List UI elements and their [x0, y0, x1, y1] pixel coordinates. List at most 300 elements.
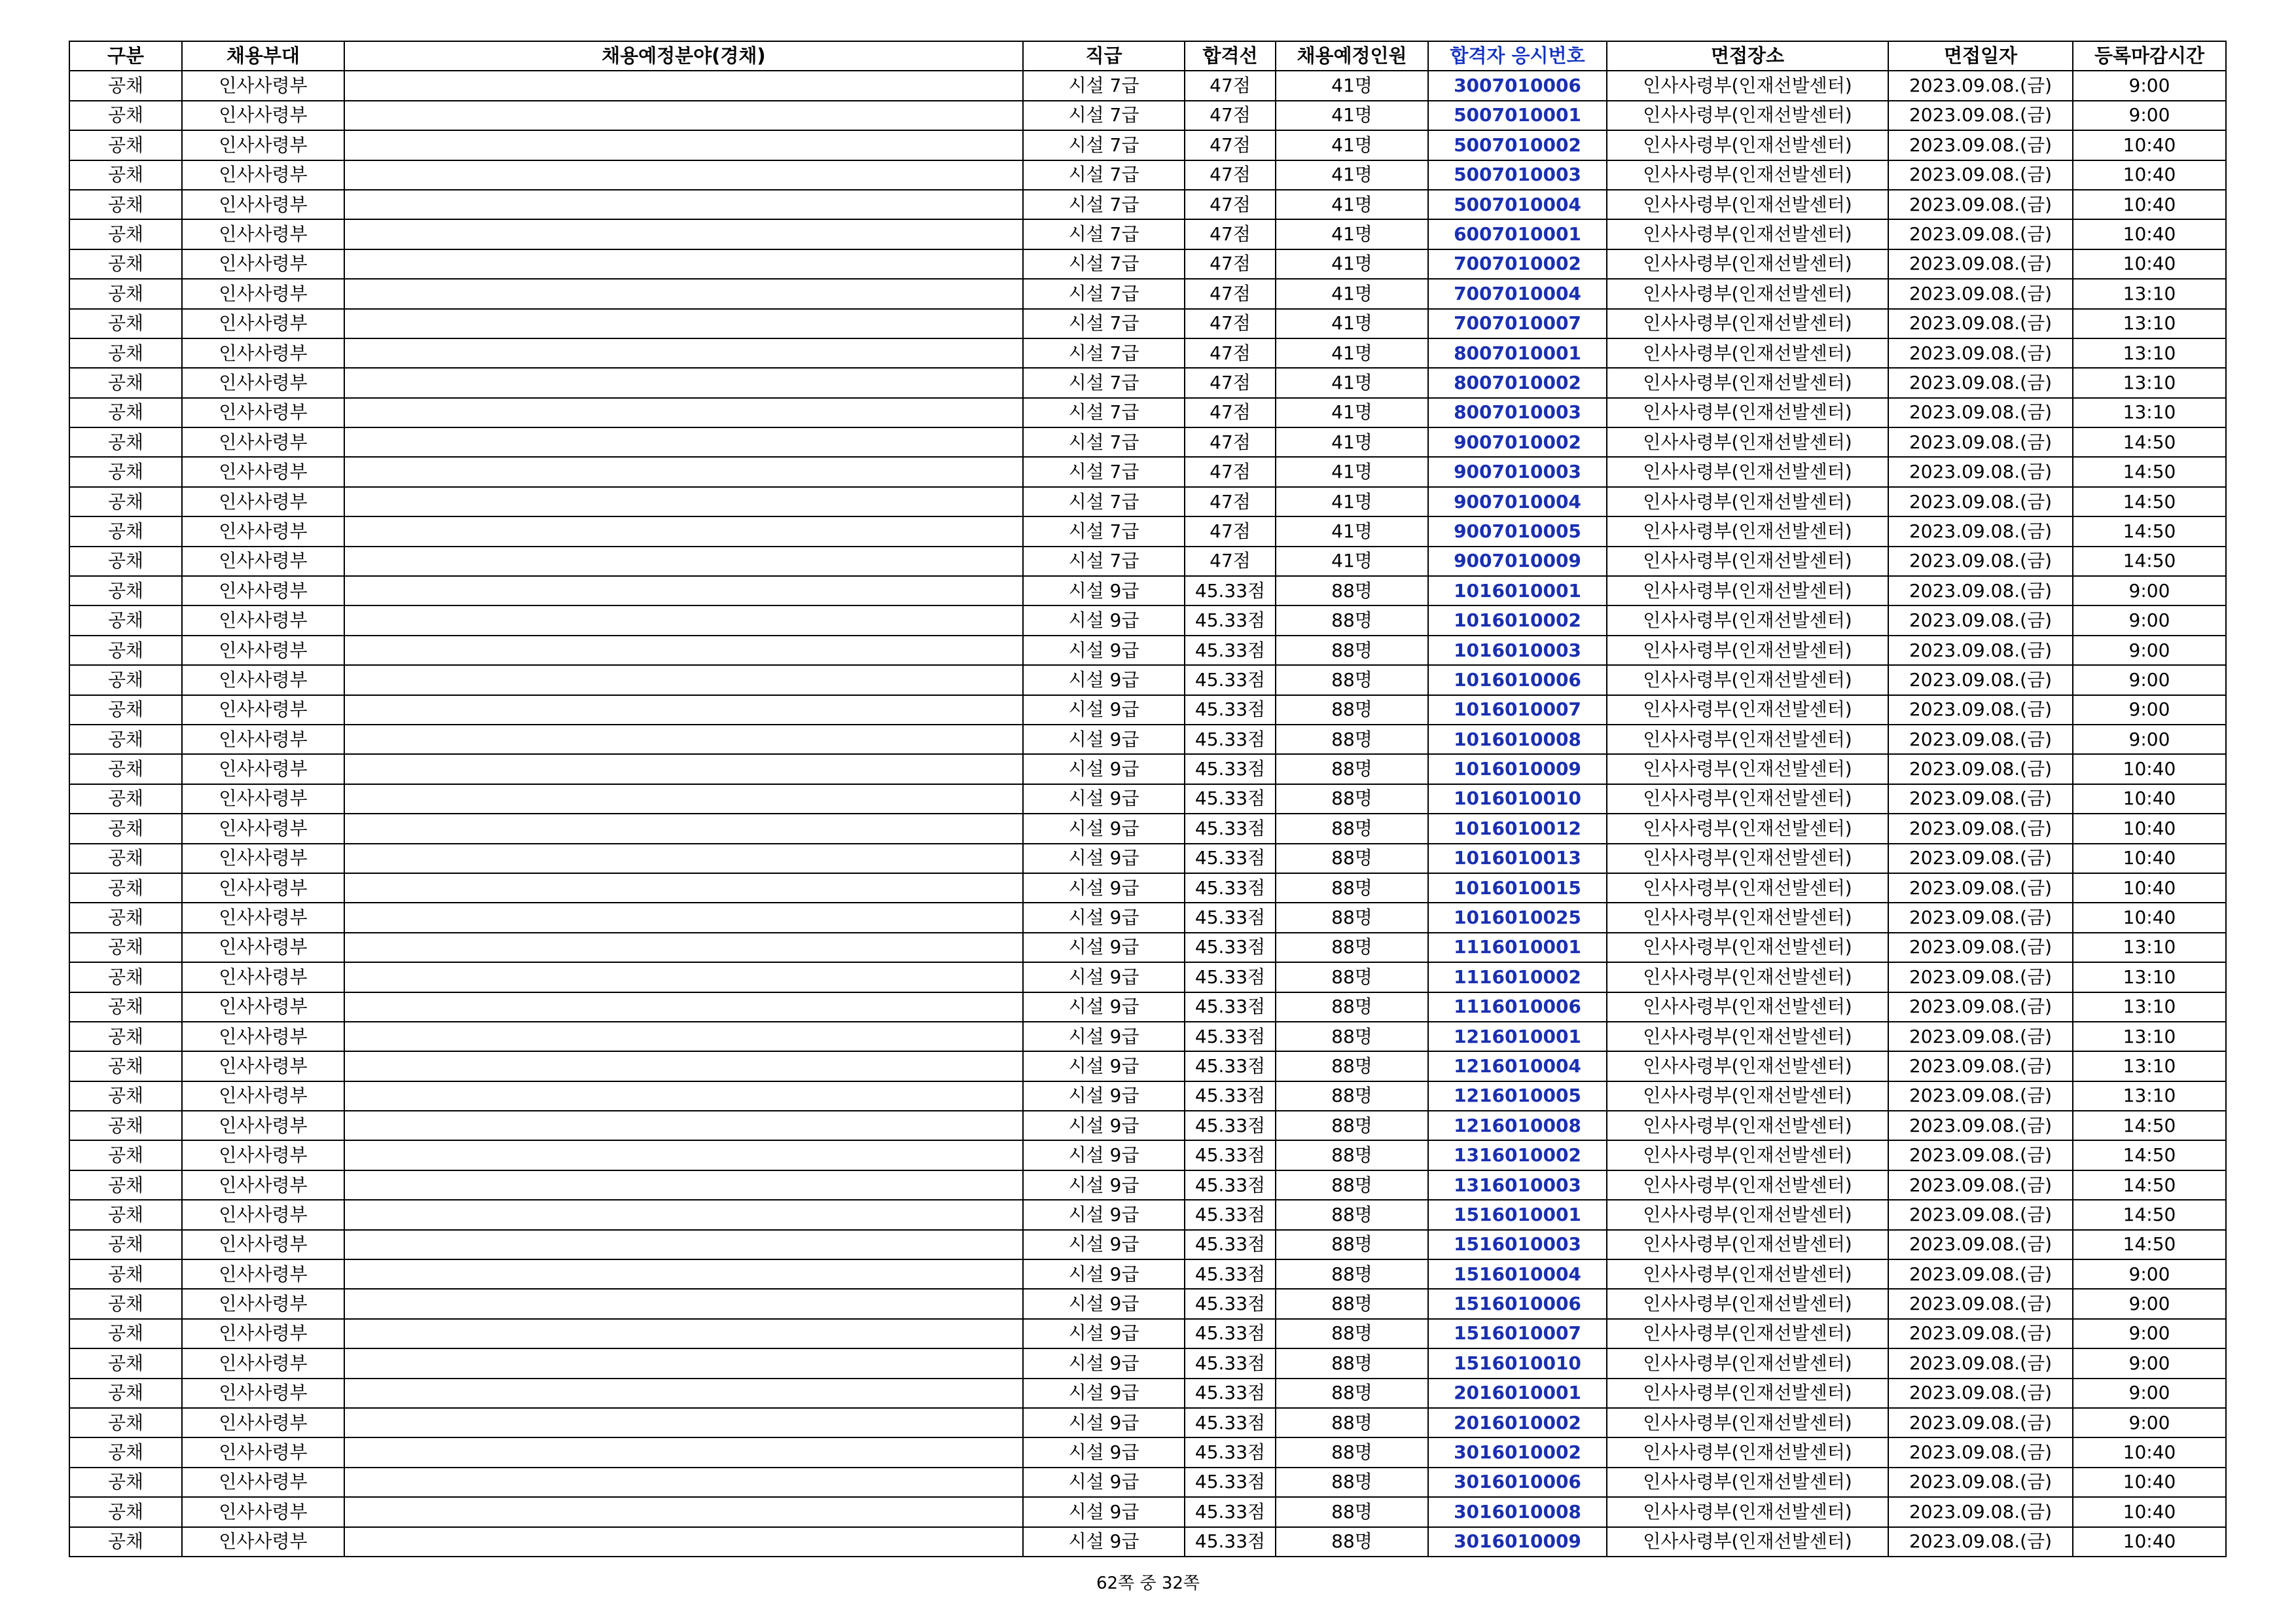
cell-interview-location: 인사사령부(인재선발센터) — [1607, 1527, 1888, 1557]
cell-registration-deadline: 13:10 — [2073, 279, 2226, 308]
cell-exam-number: 1016010012 — [1428, 814, 1607, 843]
cell-field — [344, 190, 1023, 219]
cell-exam-number: 1016010008 — [1428, 725, 1607, 754]
cell-headcount: 88명 — [1276, 1497, 1428, 1526]
table-row — [69, 249, 2226, 279]
cell-cutoff: 47점 — [1185, 160, 1276, 190]
cell-cutoff: 45.33점 — [1185, 1081, 1276, 1111]
cell-category: 공채 — [69, 338, 182, 368]
table-row — [69, 933, 2226, 962]
cell-interview-location: 인사사령부(인재선발센터) — [1607, 1379, 1888, 1408]
cell-cutoff: 47점 — [1185, 516, 1276, 546]
cell-cutoff: 45.33점 — [1185, 784, 1276, 814]
cell-category: 공채 — [69, 309, 182, 338]
cell-interview-location: 인사사령부(인재선발센터) — [1607, 279, 1888, 308]
table-row — [69, 1170, 2226, 1200]
cell-grade: 시설 9급 — [1023, 754, 1185, 784]
cell-grade: 시설 9급 — [1023, 992, 1185, 1022]
cell-interview-date: 2023.09.08.(금) — [1888, 873, 2073, 903]
cell-unit: 인사사령부 — [182, 1111, 344, 1140]
cell-exam-number: 1016010001 — [1428, 576, 1607, 605]
cell-registration-deadline: 10:40 — [2073, 1527, 2226, 1557]
cell-headcount: 88명 — [1276, 1170, 1428, 1200]
cell-headcount: 88명 — [1276, 784, 1428, 814]
table-row — [69, 487, 2226, 516]
table-row — [69, 368, 2226, 397]
cell-interview-date: 2023.09.08.(금) — [1888, 101, 2073, 130]
cell-grade: 시설 9급 — [1023, 962, 1185, 992]
cell-headcount: 88명 — [1276, 933, 1428, 962]
cell-category: 공채 — [69, 457, 182, 486]
cell-field — [344, 1527, 1023, 1557]
cell-field — [344, 725, 1023, 754]
cell-interview-date: 2023.09.08.(금) — [1888, 903, 2073, 932]
cell-headcount: 88명 — [1276, 1140, 1428, 1170]
cell-cutoff: 45.33점 — [1185, 1170, 1276, 1200]
page-number: 62쪽 중 32쪽 — [1096, 1574, 1200, 1593]
table-row — [69, 516, 2226, 546]
cell-unit: 인사사령부 — [182, 219, 344, 249]
table-row — [69, 219, 2226, 249]
cell-headcount: 88명 — [1276, 1348, 1428, 1378]
table-row — [69, 1259, 2226, 1289]
cell-category: 공채 — [69, 547, 182, 576]
cell-field — [344, 605, 1023, 635]
cell-headcount: 41명 — [1276, 338, 1428, 368]
cell-grade: 시설 7급 — [1023, 398, 1185, 427]
table-row — [69, 844, 2226, 873]
table-row — [69, 71, 2226, 100]
cell-registration-deadline: 9:00 — [2073, 1348, 2226, 1378]
cell-interview-location: 인사사령부(인재선발센터) — [1607, 1022, 1888, 1051]
cell-unit: 인사사령부 — [182, 784, 344, 814]
cell-interview-date: 2023.09.08.(금) — [1888, 427, 2073, 457]
table-row — [69, 814, 2226, 843]
table-row — [69, 1468, 2226, 1497]
cell-category: 공채 — [69, 516, 182, 546]
cell-headcount: 88명 — [1276, 576, 1428, 605]
cell-field — [344, 1022, 1023, 1051]
cell-headcount: 41명 — [1276, 309, 1428, 338]
cell-interview-date: 2023.09.08.(금) — [1888, 1527, 2073, 1557]
cell-field — [344, 814, 1023, 843]
cell-cutoff: 45.33점 — [1185, 1289, 1276, 1318]
cell-grade: 시설 9급 — [1023, 1051, 1185, 1081]
col-header-grade: 직급 — [1023, 41, 1185, 71]
cell-cutoff: 45.33점 — [1185, 1319, 1276, 1348]
cell-unit: 인사사령부 — [182, 71, 344, 100]
cell-headcount: 88명 — [1276, 665, 1428, 695]
cell-registration-deadline: 14:50 — [2073, 1170, 2226, 1200]
cell-interview-location: 인사사령부(인재선발센터) — [1607, 1289, 1888, 1318]
cell-headcount: 41명 — [1276, 219, 1428, 249]
cell-registration-deadline: 9:00 — [2073, 1289, 2226, 1318]
cell-interview-location: 인사사령부(인재선발센터) — [1607, 427, 1888, 457]
cell-exam-number: 8007010002 — [1428, 368, 1607, 397]
cell-category: 공채 — [69, 249, 182, 279]
cell-exam-number: 7007010002 — [1428, 249, 1607, 279]
cell-registration-deadline: 14:50 — [2073, 427, 2226, 457]
cell-grade: 시설 7급 — [1023, 190, 1185, 219]
cell-interview-date: 2023.09.08.(금) — [1888, 1081, 2073, 1111]
cell-headcount: 41명 — [1276, 457, 1428, 486]
cell-cutoff: 45.33점 — [1185, 576, 1276, 605]
cell-cutoff: 45.33점 — [1185, 1437, 1276, 1467]
cell-interview-location: 인사사령부(인재선발센터) — [1607, 1437, 1888, 1467]
cell-exam-number: 1516010003 — [1428, 1230, 1607, 1259]
cell-interview-date: 2023.09.08.(금) — [1888, 71, 2073, 100]
results-table — [69, 41, 2227, 1557]
cell-interview-location: 인사사령부(인재선발센터) — [1607, 636, 1888, 665]
cell-field — [344, 71, 1023, 100]
cell-grade: 시설 9급 — [1023, 844, 1185, 873]
cell-interview-location: 인사사령부(인재선발센터) — [1607, 547, 1888, 576]
table-row — [69, 962, 2226, 992]
cell-interview-date: 2023.09.08.(금) — [1888, 1289, 2073, 1318]
cell-cutoff: 47점 — [1185, 368, 1276, 397]
cell-exam-number: 3016010008 — [1428, 1497, 1607, 1526]
cell-grade: 시설 9급 — [1023, 873, 1185, 903]
cell-headcount: 41명 — [1276, 249, 1428, 279]
cell-unit: 인사사령부 — [182, 160, 344, 190]
cell-unit: 인사사령부 — [182, 814, 344, 843]
cell-grade: 시설 7급 — [1023, 101, 1185, 130]
cell-unit: 인사사령부 — [182, 1379, 344, 1408]
cell-field — [344, 487, 1023, 516]
cell-interview-location: 인사사령부(인재선발센터) — [1607, 1408, 1888, 1437]
cell-unit: 인사사령부 — [182, 338, 344, 368]
cell-cutoff: 45.33점 — [1185, 636, 1276, 665]
cell-category: 공채 — [69, 962, 182, 992]
cell-exam-number: 1216010005 — [1428, 1081, 1607, 1111]
cell-field — [344, 309, 1023, 338]
cell-grade: 시설 9급 — [1023, 1022, 1185, 1051]
cell-interview-date: 2023.09.08.(금) — [1888, 219, 2073, 249]
table-row — [69, 309, 2226, 338]
cell-field — [344, 427, 1023, 457]
cell-field — [344, 754, 1023, 784]
cell-interview-date: 2023.09.08.(금) — [1888, 457, 2073, 486]
cell-exam-number: 1216010001 — [1428, 1022, 1607, 1051]
cell-exam-number: 9007010002 — [1428, 427, 1607, 457]
cell-interview-location: 인사사령부(인재선발센터) — [1607, 1051, 1888, 1081]
cell-field — [344, 1200, 1023, 1229]
cell-cutoff: 47점 — [1185, 71, 1276, 100]
cell-interview-location: 인사사령부(인재선발센터) — [1607, 190, 1888, 219]
table-row — [69, 665, 2226, 695]
cell-registration-deadline: 9:00 — [2073, 695, 2226, 725]
cell-registration-deadline: 14:50 — [2073, 1111, 2226, 1140]
cell-exam-number: 1316010003 — [1428, 1170, 1607, 1200]
table-row — [69, 1289, 2226, 1318]
cell-grade: 시설 7급 — [1023, 368, 1185, 397]
cell-headcount: 88명 — [1276, 636, 1428, 665]
cell-field — [344, 962, 1023, 992]
cell-category: 공채 — [69, 1468, 182, 1497]
cell-interview-location: 인사사령부(인재선발센터) — [1607, 309, 1888, 338]
cell-grade: 시설 9급 — [1023, 605, 1185, 635]
cell-field — [344, 933, 1023, 962]
table-row — [69, 130, 2226, 160]
cell-grade: 시설 7급 — [1023, 547, 1185, 576]
cell-field — [344, 784, 1023, 814]
cell-interview-location: 인사사령부(인재선발센터) — [1607, 665, 1888, 695]
cell-unit: 인사사령부 — [182, 1081, 344, 1111]
cell-grade: 시설 9급 — [1023, 1497, 1185, 1526]
cell-registration-deadline: 9:00 — [2073, 71, 2226, 100]
cell-cutoff: 47점 — [1185, 249, 1276, 279]
cell-exam-number: 1116010002 — [1428, 962, 1607, 992]
cell-field — [344, 219, 1023, 249]
cell-unit: 인사사령부 — [182, 1230, 344, 1259]
cell-interview-location: 인사사령부(인재선발센터) — [1607, 814, 1888, 843]
cell-unit: 인사사령부 — [182, 427, 344, 457]
cell-category: 공채 — [69, 1408, 182, 1437]
col-header-interview-location: 면접장소 — [1607, 41, 1888, 71]
table-row — [69, 1348, 2226, 1378]
cell-grade: 시설 7급 — [1023, 309, 1185, 338]
cell-registration-deadline: 10:40 — [2073, 844, 2226, 873]
cell-field — [344, 1468, 1023, 1497]
cell-unit: 인사사령부 — [182, 1022, 344, 1051]
cell-cutoff: 45.33점 — [1185, 844, 1276, 873]
cell-grade: 시설 9급 — [1023, 1200, 1185, 1229]
cell-category: 공채 — [69, 1289, 182, 1318]
cell-interview-location: 인사사령부(인재선발센터) — [1607, 249, 1888, 279]
cell-headcount: 88명 — [1276, 754, 1428, 784]
cell-exam-number: 6007010001 — [1428, 219, 1607, 249]
cell-category: 공채 — [69, 219, 182, 249]
cell-field — [344, 249, 1023, 279]
table-row — [69, 1527, 2226, 1557]
cell-headcount: 88명 — [1276, 1468, 1428, 1497]
cell-interview-date: 2023.09.08.(금) — [1888, 784, 2073, 814]
table-row — [69, 695, 2226, 725]
cell-category: 공채 — [69, 1379, 182, 1408]
cell-grade: 시설 7급 — [1023, 427, 1185, 457]
cell-interview-date: 2023.09.08.(금) — [1888, 1022, 2073, 1051]
cell-exam-number: 1016010025 — [1428, 903, 1607, 932]
table-row — [69, 1437, 2226, 1467]
cell-interview-location: 인사사령부(인재선발센터) — [1607, 516, 1888, 546]
cell-interview-date: 2023.09.08.(금) — [1888, 160, 2073, 190]
cell-exam-number: 7007010007 — [1428, 309, 1607, 338]
cell-headcount: 41명 — [1276, 398, 1428, 427]
header-row — [69, 41, 2226, 71]
cell-registration-deadline: 13:10 — [2073, 933, 2226, 962]
cell-unit: 인사사령부 — [182, 1259, 344, 1289]
cell-headcount: 41명 — [1276, 279, 1428, 308]
cell-category: 공채 — [69, 1230, 182, 1259]
cell-registration-deadline: 9:00 — [2073, 605, 2226, 635]
cell-category: 공채 — [69, 1527, 182, 1557]
cell-interview-location: 인사사령부(인재선발센터) — [1607, 457, 1888, 486]
cell-grade: 시설 9급 — [1023, 576, 1185, 605]
cell-field — [344, 1348, 1023, 1378]
cell-registration-deadline: 13:10 — [2073, 992, 2226, 1022]
cell-field — [344, 992, 1023, 1022]
cell-interview-date: 2023.09.08.(금) — [1888, 368, 2073, 397]
table-row — [69, 190, 2226, 219]
col-header-exam-number: 합격자 응시번호 — [1428, 41, 1607, 71]
cell-interview-location: 인사사령부(인재선발센터) — [1607, 160, 1888, 190]
cell-interview-location: 인사사령부(인재선발센터) — [1607, 368, 1888, 397]
cell-interview-date: 2023.09.08.(금) — [1888, 933, 2073, 962]
cell-exam-number: 1116010001 — [1428, 933, 1607, 962]
cell-unit: 인사사령부 — [182, 1170, 344, 1200]
cell-exam-number: 1516010001 — [1428, 1200, 1607, 1229]
cell-field — [344, 873, 1023, 903]
cell-exam-number: 1016010009 — [1428, 754, 1607, 784]
cell-interview-location: 인사사령부(인재선발센터) — [1607, 1140, 1888, 1170]
table-row — [69, 547, 2226, 576]
cell-interview-location: 인사사령부(인재선발센터) — [1607, 962, 1888, 992]
cell-category: 공채 — [69, 487, 182, 516]
cell-unit: 인사사령부 — [182, 547, 344, 576]
cell-interview-date: 2023.09.08.(금) — [1888, 547, 2073, 576]
cell-category: 공채 — [69, 1497, 182, 1526]
cell-headcount: 88명 — [1276, 1111, 1428, 1140]
cell-headcount: 88명 — [1276, 1437, 1428, 1467]
cell-registration-deadline: 10:40 — [2073, 1497, 2226, 1526]
cell-registration-deadline: 9:00 — [2073, 636, 2226, 665]
cell-cutoff: 47점 — [1185, 309, 1276, 338]
cell-interview-date: 2023.09.08.(금) — [1888, 962, 2073, 992]
cell-headcount: 41명 — [1276, 547, 1428, 576]
cell-category: 공채 — [69, 1200, 182, 1229]
cell-exam-number: 9007010003 — [1428, 457, 1607, 486]
cell-grade: 시설 9급 — [1023, 1140, 1185, 1170]
cell-headcount: 88명 — [1276, 1022, 1428, 1051]
cell-cutoff: 47점 — [1185, 219, 1276, 249]
cell-grade: 시설 9급 — [1023, 695, 1185, 725]
cell-registration-deadline: 13:10 — [2073, 1051, 2226, 1081]
cell-interview-date: 2023.09.08.(금) — [1888, 1319, 2073, 1348]
col-header-cutoff: 합격선 — [1185, 41, 1276, 71]
cell-exam-number: 5007010003 — [1428, 160, 1607, 190]
cell-field — [344, 665, 1023, 695]
cell-field — [344, 368, 1023, 397]
cell-interview-date: 2023.09.08.(금) — [1888, 725, 2073, 754]
cell-interview-date: 2023.09.08.(금) — [1888, 1259, 2073, 1289]
cell-grade: 시설 9급 — [1023, 665, 1185, 695]
table-row — [69, 160, 2226, 190]
cell-grade: 시설 7급 — [1023, 249, 1185, 279]
cell-registration-deadline: 9:00 — [2073, 1259, 2226, 1289]
cell-unit: 인사사령부 — [182, 605, 344, 635]
cell-unit: 인사사령부 — [182, 1051, 344, 1081]
cell-category: 공채 — [69, 784, 182, 814]
cell-headcount: 88명 — [1276, 1408, 1428, 1437]
cell-field — [344, 844, 1023, 873]
cell-grade: 시설 9급 — [1023, 1527, 1185, 1557]
cell-registration-deadline: 9:00 — [2073, 1319, 2226, 1348]
cell-registration-deadline: 10:40 — [2073, 219, 2226, 249]
cell-category: 공채 — [69, 992, 182, 1022]
cell-cutoff: 45.33점 — [1185, 725, 1276, 754]
cell-headcount: 88명 — [1276, 873, 1428, 903]
cell-exam-number: 5007010004 — [1428, 190, 1607, 219]
cell-category: 공채 — [69, 1022, 182, 1051]
cell-headcount: 88명 — [1276, 962, 1428, 992]
cell-interview-location: 인사사령부(인재선발센터) — [1607, 873, 1888, 903]
cell-interview-date: 2023.09.08.(금) — [1888, 1408, 2073, 1437]
cell-unit: 인사사령부 — [182, 487, 344, 516]
cell-field — [344, 516, 1023, 546]
cell-interview-location: 인사사령부(인재선발센터) — [1607, 844, 1888, 873]
cell-category: 공채 — [69, 1170, 182, 1200]
cell-category: 공채 — [69, 814, 182, 843]
cell-grade: 시설 7급 — [1023, 279, 1185, 308]
cell-unit: 인사사령부 — [182, 695, 344, 725]
table-row — [69, 398, 2226, 427]
cell-headcount: 88명 — [1276, 1259, 1428, 1289]
cell-grade: 시설 7급 — [1023, 516, 1185, 546]
table-row — [69, 1230, 2226, 1259]
cell-unit: 인사사령부 — [182, 636, 344, 665]
table-row — [69, 338, 2226, 368]
cell-exam-number: 5007010002 — [1428, 130, 1607, 160]
table-row — [69, 605, 2226, 635]
cell-grade: 시설 9급 — [1023, 1170, 1185, 1200]
cell-unit: 인사사령부 — [182, 1319, 344, 1348]
cell-interview-date: 2023.09.08.(금) — [1888, 1200, 2073, 1229]
cell-grade: 시설 9급 — [1023, 636, 1185, 665]
cell-unit: 인사사령부 — [182, 576, 344, 605]
cell-registration-deadline: 10:40 — [2073, 873, 2226, 903]
table-row — [69, 1379, 2226, 1408]
cell-cutoff: 47점 — [1185, 279, 1276, 308]
cell-exam-number: 1016010010 — [1428, 784, 1607, 814]
cell-interview-location: 인사사령부(인재선발센터) — [1607, 1200, 1888, 1229]
cell-unit: 인사사령부 — [182, 279, 344, 308]
cell-field — [344, 1437, 1023, 1467]
cell-interview-date: 2023.09.08.(금) — [1888, 190, 2073, 219]
cell-category: 공채 — [69, 427, 182, 457]
cell-cutoff: 45.33점 — [1185, 1468, 1276, 1497]
cell-grade: 시설 9급 — [1023, 1111, 1185, 1140]
cell-registration-deadline: 14:50 — [2073, 1200, 2226, 1229]
cell-field — [344, 1379, 1023, 1408]
cell-registration-deadline: 9:00 — [2073, 576, 2226, 605]
cell-cutoff: 45.33점 — [1185, 605, 1276, 635]
cell-unit: 인사사령부 — [182, 873, 344, 903]
cell-registration-deadline: 14:50 — [2073, 457, 2226, 486]
cell-category: 공채 — [69, 933, 182, 962]
cell-registration-deadline: 10:40 — [2073, 784, 2226, 814]
cell-exam-number: 1216010004 — [1428, 1051, 1607, 1081]
cell-exam-number: 1016010015 — [1428, 873, 1607, 903]
cell-exam-number: 3016010009 — [1428, 1527, 1607, 1557]
cell-unit: 인사사령부 — [182, 457, 344, 486]
cell-field — [344, 338, 1023, 368]
cell-exam-number: 3016010006 — [1428, 1468, 1607, 1497]
cell-headcount: 88명 — [1276, 1081, 1428, 1111]
cell-cutoff: 47점 — [1185, 398, 1276, 427]
table-row — [69, 576, 2226, 605]
cell-grade: 시설 9급 — [1023, 903, 1185, 932]
cell-interview-date: 2023.09.08.(금) — [1888, 576, 2073, 605]
cell-unit: 인사사령부 — [182, 933, 344, 962]
cell-interview-location: 인사사령부(인재선발센터) — [1607, 219, 1888, 249]
cell-grade: 시설 9급 — [1023, 1348, 1185, 1378]
cell-unit: 인사사령부 — [182, 249, 344, 279]
cell-exam-number: 2016010001 — [1428, 1379, 1607, 1408]
cell-unit: 인사사령부 — [182, 516, 344, 546]
cell-registration-deadline: 10:40 — [2073, 190, 2226, 219]
cell-exam-number: 8007010003 — [1428, 398, 1607, 427]
cell-registration-deadline: 13:10 — [2073, 1081, 2226, 1111]
